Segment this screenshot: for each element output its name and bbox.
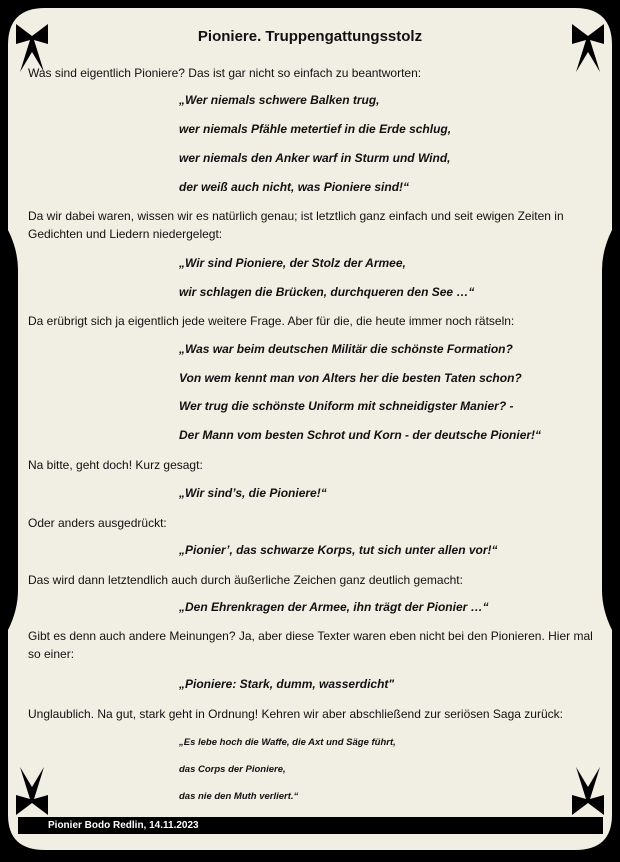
verse-line: „Es lebe hoch die Waffe, die Axt und Säge führt, xyxy=(179,737,396,748)
verse-line: „Wer niemals schwere Balken trug, xyxy=(179,93,380,107)
paragraph: Was sind eigentlich Pioniere? Das ist gar nicht so einfach zu beantworten: xyxy=(28,66,422,80)
verse-line: „Pioniere: Stark, dumm, wasserdicht" xyxy=(179,677,395,691)
paragraph: Oder anders ausgedrückt: xyxy=(28,516,167,530)
verse-line: wer niemals Pfähle metertief in die Erde schlug, xyxy=(179,122,452,136)
verse-line: wir schlagen die Brücken, durchqueren den See …“ xyxy=(179,285,475,299)
paragraph: Na bitte, geht doch! Kurz gesagt: xyxy=(28,458,203,472)
verse-line: Von wem kennt man von Alters her die besten Taten schon? xyxy=(179,371,522,385)
verse-line: wer niemals den Anker warf in Sturm und Wind, xyxy=(179,151,451,165)
paragraph: Unglaublich. Na gut, stark geht in Ordnung! Kehren wir aber abschließend zur seriösen Saga zurück: xyxy=(28,707,563,721)
verse-line: Der Mann vom besten Schrot und Korn - der deutsche Pionier!“ xyxy=(179,428,542,442)
verse-line: „Wir sind’s, die Pioniere!“ xyxy=(179,486,327,500)
verse-line: „Wir sind Pioniere, der Stolz der Armee, xyxy=(179,256,406,270)
verse-line: „Was war beim deutschen Militär die schönste Formation? xyxy=(179,342,513,356)
verse-line: das nie den Muth verliert.“ xyxy=(179,791,299,802)
page-title: Pioniere. Truppengattungsstolz xyxy=(197,28,423,45)
paragraph: Da wir dabei waren, wissen wir es natürlich genau; ist letztlich ganz einfach und seit ewigen Zeiten in Gedichten und Liedern niedergelegt: xyxy=(28,209,564,241)
bow-ornament-bottom-left xyxy=(14,765,50,817)
verse-line: Wer trug die schönste Uniform mit schneidigster Manier? - xyxy=(179,399,514,413)
verse-line: „Pionier’, das schwarze Korps, tut sich unter allen vor!“ xyxy=(179,543,498,557)
paragraph: Das wird dann letztendlich auch durch äußerliche Zeichen ganz deutlich gemacht: xyxy=(28,573,463,587)
verse-line: der weiß auch nicht, was Pioniere sind!“ xyxy=(179,180,410,194)
paragraph: Da erübrigt sich ja eigentlich jede weitere Frage. Aber für die, die heute immer noch rätseln: xyxy=(28,314,515,328)
footer-author-date: Pionier Bodo Redlin, 14.11.2023 xyxy=(48,820,199,831)
verse-line: das Corps der Pioniere, xyxy=(179,764,286,775)
paragraph: Gibt es denn auch andere Meinungen? Ja, aber diese Texter waren eben nicht bei den Pionieren. Hier mal so einer: xyxy=(28,629,593,661)
verse-line: „Den Ehrenkragen der Armee, ihn trägt der Pionier …“ xyxy=(179,600,489,614)
